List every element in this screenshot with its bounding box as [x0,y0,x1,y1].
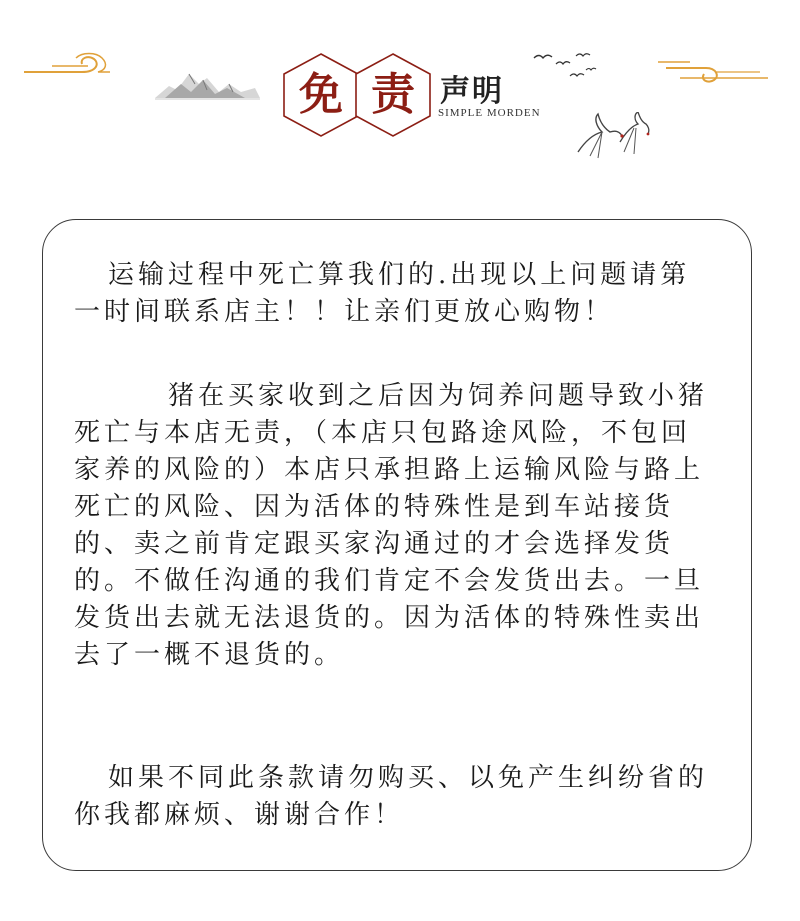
gold-cloud-icon [22,50,112,76]
ink-mountain-icon [155,62,260,102]
crane-icon [572,112,652,162]
badge-char-1: 免 [299,69,343,120]
page-title: 声明 [440,74,504,109]
header [0,0,800,200]
disclaimer-paragraph-3: 如果不同此条款请勿购买、以免产生纠纷省的你我都麻烦、谢谢合作！ [74,763,709,830]
disclaimer-paragraph-2: 猪在买家收到之后因为饲养问题导致小猪死亡与本店无责，（本店只包路途风险，不包回家养的风险的）本店只承担路上运输风险与路上死亡的风险、因为活体的特殊性是到车站接货的、卖之前肯定跟买家沟通过的才会选择发货的。不做任沟通的我们肯定不会发货出去。一旦发货出去就无法退货的。因为活体的特殊性卖出去了一概不退货的。 [74,381,709,670]
badge-char-2: 责 [371,69,415,120]
page-subtitle: SIMPLE MORDEN [438,107,541,119]
badge-hexagon-2 [354,52,432,138]
gold-cloud-icon [656,56,772,88]
flying-birds-icon [530,48,600,88]
disclaimer-paragraph-1: 运输过程中死亡算我们的.出现以上问题请第一时间联系店主！！让亲们更放心购物！ [74,260,691,327]
badge-hexagon-1 [282,52,360,138]
